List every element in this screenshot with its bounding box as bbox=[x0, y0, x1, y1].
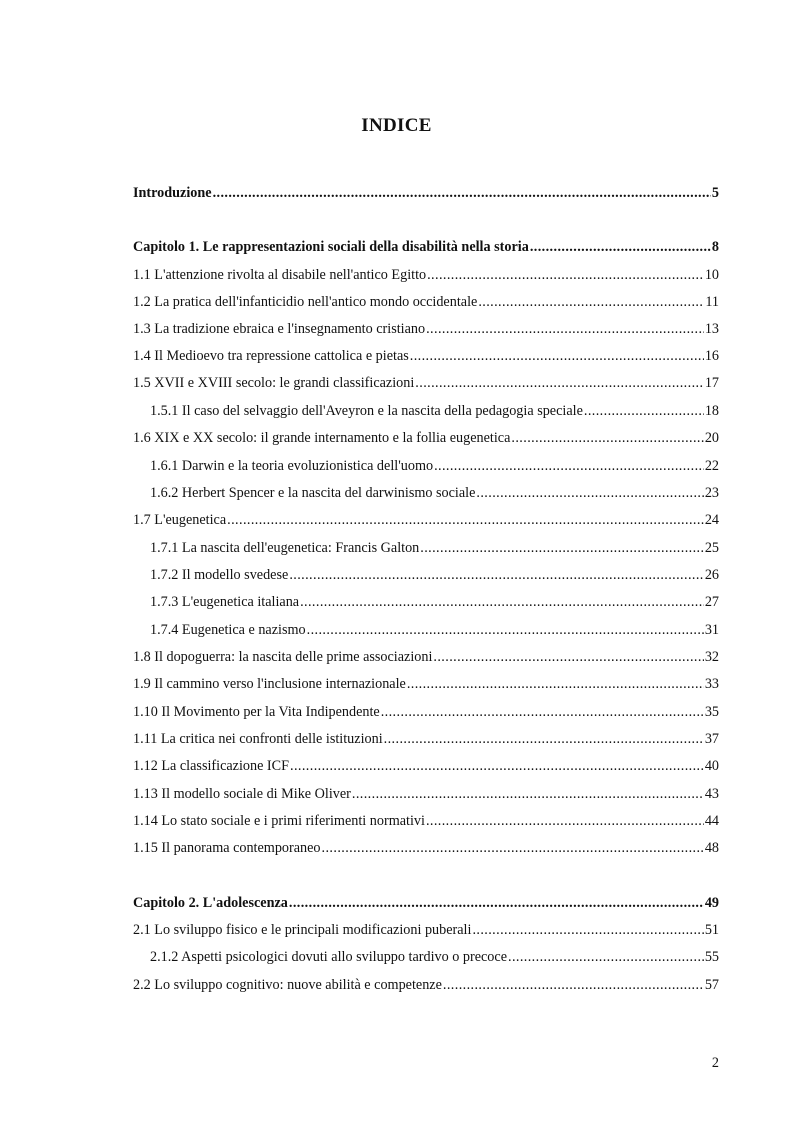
toc-entry-label: 1.5.1 Il caso del selvaggio dell'Aveyron e la nascita della pedagogia speciale bbox=[150, 403, 583, 419]
toc-entry-page: 48 bbox=[704, 840, 719, 856]
toc-entry-page: 27 bbox=[704, 594, 719, 610]
dot-leader bbox=[420, 537, 704, 559]
toc-entry-label: 2.2 Lo sviluppo cognitivo: nuove abilità e competenze bbox=[133, 977, 442, 993]
toc-entry-page: 31 bbox=[704, 622, 719, 638]
toc-subentry[interactable] bbox=[150, 537, 719, 559]
toc-entry-label: 1.9 Il cammino verso l'inclusione internazionale bbox=[133, 676, 406, 692]
dot-leader bbox=[384, 728, 704, 750]
toc-entry-chapter-1[interactable] bbox=[133, 236, 719, 258]
dot-leader bbox=[289, 564, 704, 586]
toc-subentry[interactable] bbox=[150, 619, 719, 641]
toc-entry-page: 26 bbox=[704, 567, 719, 583]
dot-leader bbox=[508, 946, 704, 968]
toc-entry-label: 1.3 La tradizione ebraica e l'insegnamento cristiano bbox=[133, 321, 426, 337]
toc-entry-label: 1.8 Il dopoguerra: la nascita delle prime associazioni bbox=[133, 649, 433, 665]
page-number: 2 bbox=[711, 1055, 719, 1071]
dot-leader bbox=[213, 182, 711, 204]
toc-subentry[interactable] bbox=[150, 482, 719, 504]
toc-entry-label: 1.10 Il Movimento per la Vita Indipendente bbox=[133, 704, 380, 720]
toc-entry[interactable] bbox=[133, 427, 719, 449]
dot-leader bbox=[433, 646, 703, 668]
toc-entry-page: 23 bbox=[704, 485, 719, 501]
toc-entry-label: 1.13 Il modello sociale di Mike Oliver bbox=[133, 786, 351, 802]
toc-subentry[interactable] bbox=[150, 400, 719, 422]
toc-entry[interactable] bbox=[133, 372, 719, 394]
toc-entry-label: Capitolo 2. L'adolescenza bbox=[133, 895, 288, 911]
toc-entry-label: 1.7 L'eugenetica bbox=[133, 512, 227, 528]
dot-leader bbox=[476, 482, 703, 504]
toc-entry-page: 13 bbox=[704, 321, 719, 337]
dot-leader bbox=[410, 345, 704, 367]
toc-entry[interactable] bbox=[133, 919, 719, 941]
toc-entry-label: 1.7.1 La nascita dell'eugenetica: Francis Galton bbox=[150, 540, 420, 556]
dot-leader bbox=[426, 810, 704, 832]
toc-entry-page: 35 bbox=[704, 704, 719, 720]
toc-entry-page: 18 bbox=[704, 403, 719, 419]
toc-entry-label: 2.1.2 Aspetti psicologici dovuti allo sviluppo tardivo o precoce bbox=[150, 949, 507, 965]
toc-entry-page: 10 bbox=[704, 267, 719, 283]
toc-entry-page: 43 bbox=[704, 786, 719, 802]
toc-entry-page: 25 bbox=[704, 540, 719, 556]
toc-entry-page: 16 bbox=[704, 348, 719, 364]
dot-leader bbox=[426, 318, 704, 340]
toc-subentry[interactable] bbox=[150, 455, 719, 477]
toc-entry-label: 1.7.4 Eugenetica e nazismo bbox=[150, 622, 306, 638]
dot-leader bbox=[407, 673, 704, 695]
toc-entry[interactable] bbox=[133, 755, 719, 777]
toc-entry-label: 1.6 XIX e XX secolo: il grande internamento e la follia eugenetica bbox=[133, 430, 511, 446]
toc-entry-label: 1.15 Il panorama contemporaneo bbox=[133, 840, 321, 856]
toc-entry-label: 1.11 La critica nei confronti delle istituzioni bbox=[133, 731, 383, 747]
toc-entry[interactable] bbox=[133, 291, 719, 313]
toc-entry[interactable] bbox=[133, 974, 719, 996]
toc-entry-label: Introduzione bbox=[133, 185, 212, 201]
toc-entry-label: Capitolo 1. Le rappresentazioni sociali della disabilità nella storia bbox=[133, 239, 529, 255]
toc-entry-page: 22 bbox=[704, 458, 719, 474]
dot-leader bbox=[352, 783, 704, 805]
toc-subentry[interactable] bbox=[150, 946, 719, 968]
dot-leader bbox=[584, 400, 704, 422]
dot-leader bbox=[322, 837, 704, 859]
page-title: INDICE bbox=[361, 115, 432, 136]
toc-entry[interactable] bbox=[133, 810, 719, 832]
toc-entry-page: 8 bbox=[711, 239, 719, 255]
toc-entry[interactable] bbox=[133, 701, 719, 723]
toc-entry[interactable] bbox=[133, 264, 719, 286]
toc-entry[interactable] bbox=[133, 509, 719, 531]
toc-entry[interactable] bbox=[133, 646, 719, 668]
dot-leader bbox=[289, 892, 704, 914]
toc-entry-label: 1.5 XVII e XVIII secolo: le grandi classificazioni bbox=[133, 375, 415, 391]
toc-entry-introduction[interactable] bbox=[133, 182, 719, 204]
toc-entry-label: 1.14 Lo stato sociale e i primi riferimenti normativi bbox=[133, 813, 425, 829]
toc-entry-page: 17 bbox=[704, 375, 719, 391]
toc-entry-page: 33 bbox=[704, 676, 719, 692]
toc-entry-label: 1.7.2 Il modello svedese bbox=[150, 567, 289, 583]
toc-entry-page: 51 bbox=[704, 922, 719, 938]
toc-entry-page: 11 bbox=[705, 294, 719, 310]
toc-entry-page: 24 bbox=[704, 512, 719, 528]
toc-entry[interactable] bbox=[133, 837, 719, 859]
toc-entry-label: 1.4 Il Medioevo tra repressione cattolica e pietas bbox=[133, 348, 409, 364]
toc-entry-label: 1.6.1 Darwin e la teoria evoluzionistica dell'uomo bbox=[150, 458, 434, 474]
toc-entry[interactable] bbox=[133, 783, 719, 805]
toc-entry[interactable] bbox=[133, 318, 719, 340]
toc-entry-page: 49 bbox=[704, 895, 719, 911]
dot-leader bbox=[290, 755, 704, 777]
dot-leader bbox=[443, 974, 704, 996]
toc-entry-page: 37 bbox=[704, 731, 719, 747]
dot-leader bbox=[472, 919, 703, 941]
toc-entry-chapter-2[interactable] bbox=[133, 892, 719, 914]
toc-entry-page: 57 bbox=[704, 977, 719, 993]
dot-leader bbox=[530, 236, 711, 258]
toc-entry[interactable] bbox=[133, 728, 719, 750]
dot-leader bbox=[415, 372, 704, 394]
dot-leader bbox=[434, 455, 704, 477]
toc-entry-label: 1.2 La pratica dell'infanticidio nell'antico mondo occidentale bbox=[133, 294, 478, 310]
toc-entry-page: 40 bbox=[704, 758, 719, 774]
toc-entry[interactable] bbox=[133, 345, 719, 367]
toc-entry[interactable] bbox=[133, 673, 719, 695]
toc-entry-page: 44 bbox=[704, 813, 719, 829]
toc-subentry[interactable] bbox=[150, 564, 719, 586]
toc-entry-page: 5 bbox=[711, 185, 719, 201]
toc-entry-label: 2.1 Lo sviluppo fisico e le principali modificazioni puberali bbox=[133, 922, 472, 938]
toc-entry-label: 1.7.3 L'eugenetica italiana bbox=[150, 594, 300, 610]
toc-entry-page: 20 bbox=[704, 430, 719, 446]
dot-leader bbox=[307, 619, 704, 641]
toc-entry-label: 1.12 La classificazione ICF bbox=[133, 758, 290, 774]
dot-leader bbox=[227, 509, 704, 531]
toc-entry-page: 32 bbox=[704, 649, 719, 665]
toc-entry-page: 55 bbox=[704, 949, 719, 965]
toc-entry-label: 1.6.2 Herbert Spencer e la nascita del darwinismo sociale bbox=[150, 485, 476, 501]
dot-leader bbox=[300, 591, 704, 613]
toc-subentry[interactable] bbox=[150, 591, 719, 613]
dot-leader bbox=[427, 264, 704, 286]
dot-leader bbox=[511, 427, 703, 449]
dot-leader bbox=[478, 291, 704, 313]
dot-leader bbox=[381, 701, 704, 723]
toc-entry-label: 1.1 L'attenzione rivolta al disabile nell'antico Egitto bbox=[133, 267, 427, 283]
